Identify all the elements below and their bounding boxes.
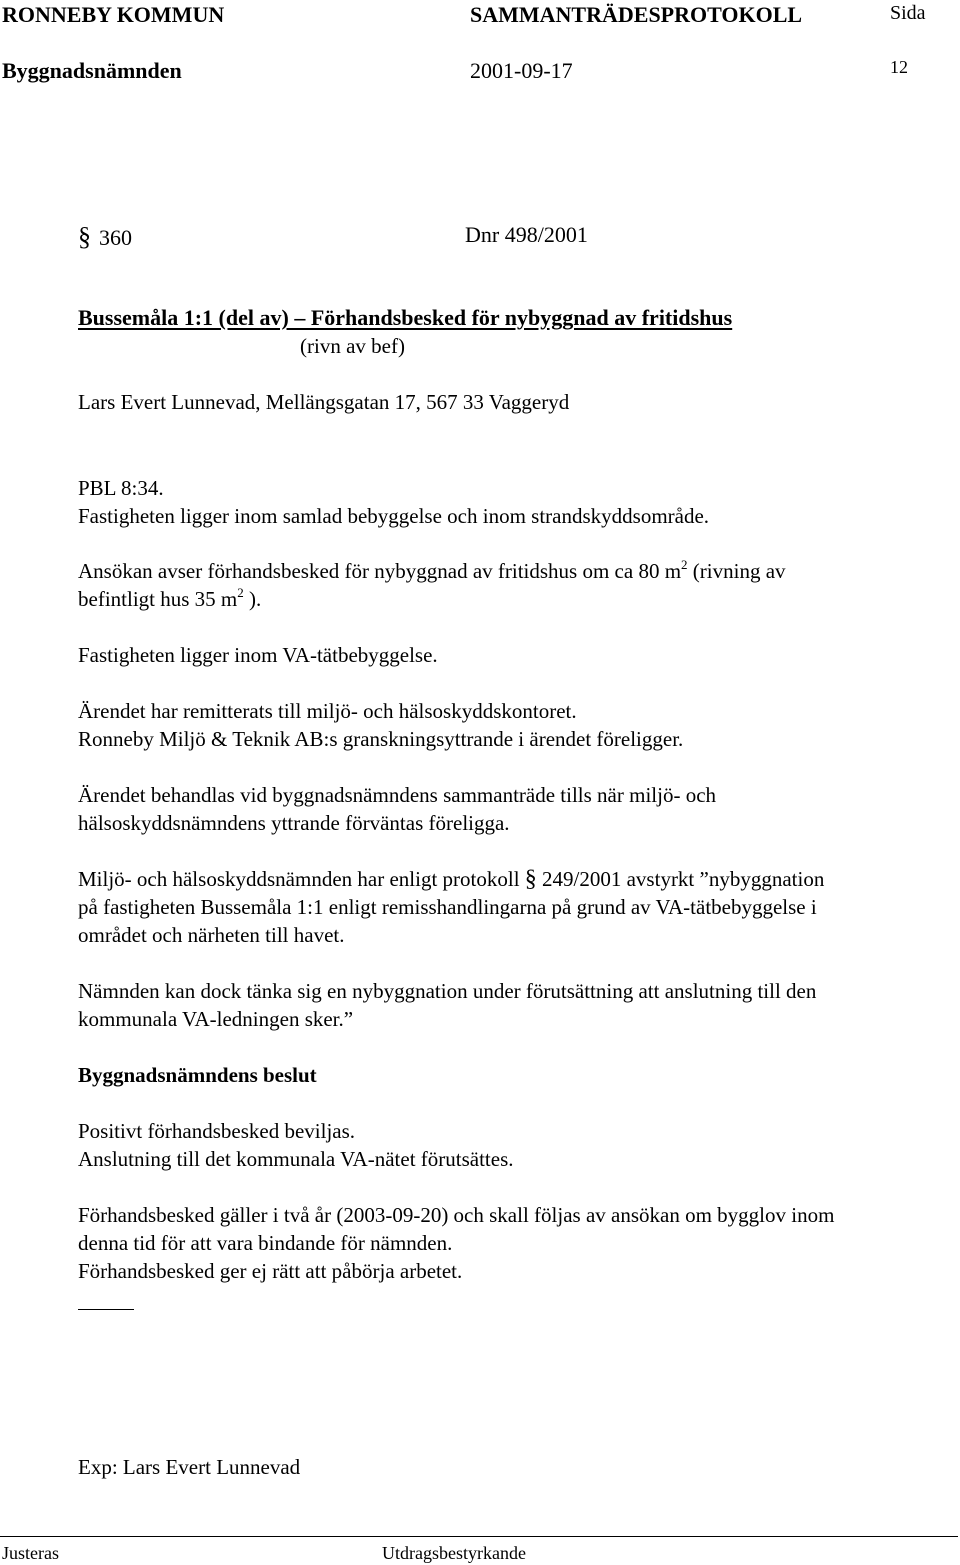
committee-name: Byggnadsnämnden: [2, 58, 182, 83]
section-mark: [78, 224, 132, 250]
case-number: Dnr 498/2001: [465, 222, 588, 247]
page-number: 12: [890, 57, 908, 77]
paragraph-application-line1: [78, 557, 786, 585]
pbl-reference: PBL 8:34.: [78, 476, 164, 500]
decision-line: Förhandsbesked gäller i två år (2003-09-20) och skall följas av ansökan om bygglov inom: [78, 1203, 835, 1227]
text-fragment: befintligt hus 35 m: [78, 587, 238, 611]
paragraph-icon: §: [524, 866, 537, 892]
paragraph-referral-line2: Ronneby Miljö & Teknik AB:s granskningsyttrande i ärendet föreligger.: [78, 727, 684, 751]
paragraph-environment-line3: området och närheten till havet.: [78, 923, 345, 947]
section-number: 360: [99, 225, 132, 250]
paragraph-environment-line2: på fastigheten Bussemåla 1:1 enligt remisshandlingarna på grund av VA-tätbebyggelse i: [78, 895, 817, 919]
paragraph-committee-line1: Nämnden kan dock tänka sig en nybyggnation under förutsättning att anslutning till den: [78, 979, 817, 1003]
text-fragment: Ansökan avser förhandsbesked för nybyggnad av fritidshus om ca 80 m: [78, 559, 682, 583]
case-title: Bussemåla 1:1 (del av) – Förhandsbesked för nybyggnad av fritidshus: [78, 305, 733, 330]
paragraph-meeting-line1: Ärendet behandlas vid byggnadsnämndens sammanträde tills när miljö- och: [78, 783, 717, 807]
municipality-name: RONNEBY KOMMUN: [2, 2, 225, 27]
meeting-date: 2001-09-17: [470, 58, 573, 83]
decision-line: denna tid för att vara bindande för nämnden.: [78, 1231, 453, 1255]
paragraph-va: Fastigheten ligger inom VA-tätbebyggelse.: [78, 643, 438, 667]
text-fragment: ).: [243, 587, 262, 611]
short-divider: [78, 1309, 134, 1310]
footer-divider: [0, 1536, 958, 1537]
text-fragment: Miljö- och hälsoskyddsnämnden har enligt protokoll: [78, 867, 525, 891]
expedition-line: Exp: Lars Evert Lunnevad: [78, 1455, 301, 1479]
applicant: Lars Evert Lunnevad, Mellängsgatan 17, 567 33 Vaggeryd: [78, 390, 570, 414]
paragraph-icon: §: [78, 222, 91, 251]
page-label: Sida: [890, 2, 926, 24]
superscript: 2: [681, 557, 688, 572]
paragraph-environment-line1: [78, 865, 824, 893]
text-fragment: (rivning av: [687, 559, 786, 583]
text-fragment: 249/2001 avstyrkt ”nybyggnation: [536, 867, 825, 891]
utdrag-label: Utdragsbestyrkande: [382, 1543, 526, 1563]
case-subtitle: (rivn av bef): [300, 334, 405, 358]
superscript: 2: [237, 585, 244, 600]
decision-line: Förhandsbesked ger ej rätt att påbörja arbetet.: [78, 1259, 463, 1283]
paragraph-location: Fastigheten ligger inom samlad bebyggelse och inom strandskyddsområde.: [78, 504, 710, 528]
paragraph-application-line2: [78, 585, 261, 613]
decision-line: Positivt förhandsbesked beviljas.: [78, 1119, 356, 1143]
decision-line: Anslutning till det kommunala VA-nätet förutsättes.: [78, 1147, 514, 1171]
justeras-label: Justeras: [2, 1543, 59, 1563]
document-type: SAMMANTRÄDESPROTOKOLL: [470, 2, 803, 27]
decision-heading: Byggnadsnämndens beslut: [78, 1063, 317, 1087]
paragraph-committee-line2: kommunala VA-ledningen sker.”: [78, 1007, 354, 1031]
paragraph-referral-line1: Ärendet har remitterats till miljö- och hälsoskyddskontoret.: [78, 699, 577, 723]
paragraph-meeting-line2: hälsoskyddsnämndens yttrande förväntas föreligga.: [78, 811, 510, 835]
